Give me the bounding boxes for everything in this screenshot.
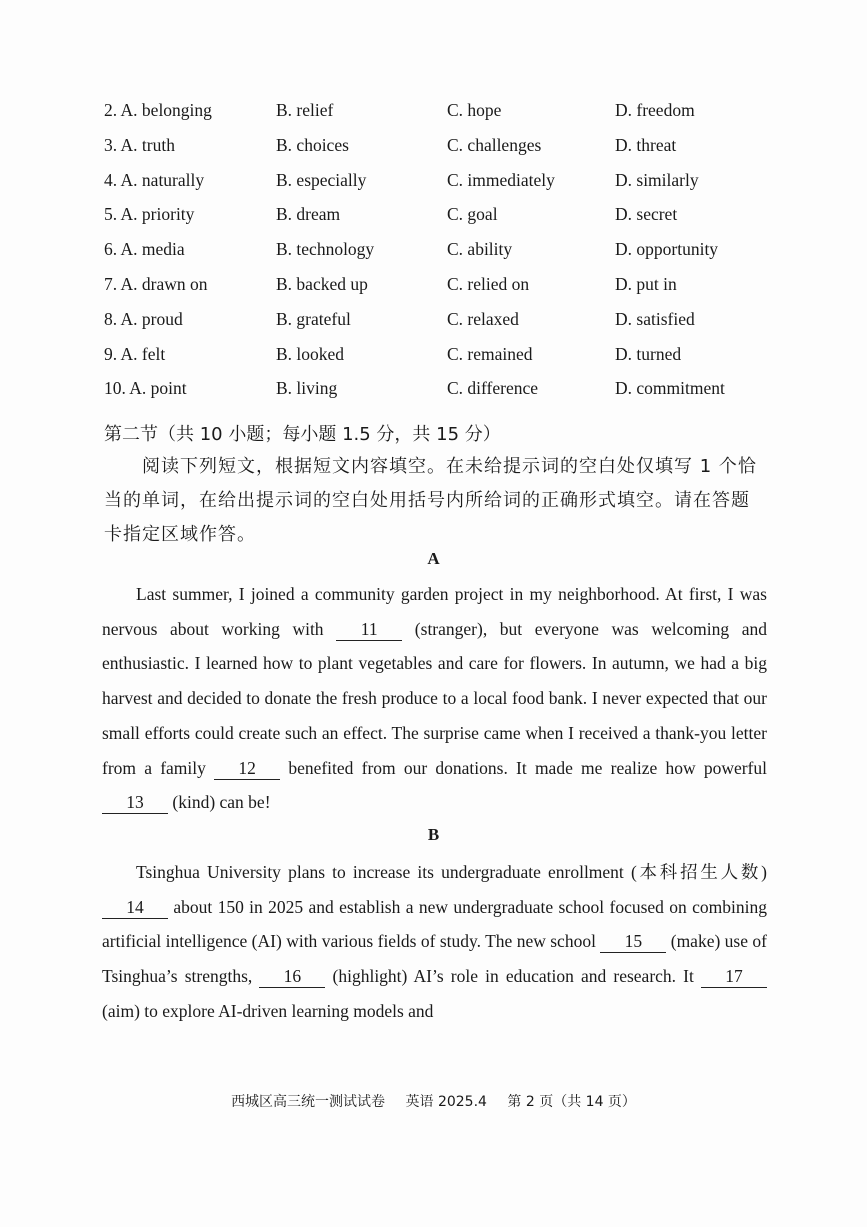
option-b: B. grateful <box>276 308 351 329</box>
option-b: B. relief <box>276 100 334 120</box>
option-c: C. relied on <box>447 273 530 294</box>
option-d: D. commitment <box>615 378 725 399</box>
option-row-4 <box>104 170 784 205</box>
option-c: C. difference <box>447 378 539 399</box>
passage-text: about 150 in 2025 and establish a new undergraduate school focused on combining artificial intelligence (AI) with various fields of study. The new school <box>102 896 767 952</box>
blank-12[interactable]: 12 <box>214 757 280 780</box>
option-c: C. relaxed <box>447 308 519 329</box>
option-d: D. opportunity <box>615 239 719 260</box>
blank-17[interactable]: 17 <box>701 965 767 988</box>
passage-text: (aim) to explore AI-driven learning models and <box>102 1000 434 1021</box>
option-c: C. goal <box>447 204 498 225</box>
option-row-6 <box>104 239 784 274</box>
options-table <box>104 100 784 413</box>
option-a: 2. A. belonging <box>104 100 212 120</box>
option-a: 7. A. drawn on <box>104 273 208 294</box>
option-d: D. similarly <box>615 169 699 190</box>
option-row-10 <box>104 378 784 413</box>
option-c: C. ability <box>447 239 513 260</box>
option-b: B. dream <box>276 204 341 225</box>
option-a: 10. A. point <box>104 378 187 399</box>
option-d: D. turned <box>615 343 682 364</box>
passage-a-title: A <box>427 549 440 568</box>
passage-b-title: B <box>427 825 440 844</box>
passage-text: (kind) can be! <box>168 792 271 813</box>
passage-text: (highlight) AI’s role in education and research. It <box>325 966 701 987</box>
option-d: D. secret <box>615 204 678 225</box>
option-c: C. immediately <box>447 169 555 190</box>
passage-text: (stranger), but everyone was welcoming and enthusiastic. I learned how to plant vegetables and care for flowers. In autumn, we had a big harvest and decided to donate the fresh produce to a local food bank. I never expected that our small efforts could create such an effect. The surprise came when I received a thank-you letter from a family <box>102 618 767 778</box>
footer-page-number: 第 2 页（共 14 页） <box>507 1094 636 1110</box>
option-row-8 <box>104 309 784 344</box>
option-row-5 <box>104 204 784 239</box>
option-a: 4. A. naturally <box>104 169 205 190</box>
option-b: B. living <box>276 378 338 399</box>
option-c: C. hope <box>447 100 502 120</box>
option-row-9 <box>104 344 784 379</box>
blank-11[interactable]: 11 <box>336 618 402 641</box>
footer-subject: 英语 2025.4 <box>405 1094 487 1110</box>
page-footer <box>0 1091 867 1111</box>
option-c: C. challenges <box>447 134 542 155</box>
passage-b <box>102 855 767 1029</box>
option-d: D. satisfied <box>615 308 695 329</box>
option-d: D. freedom <box>615 100 695 120</box>
blank-13[interactable]: 13 <box>102 791 168 814</box>
blank-16[interactable]: 16 <box>259 965 325 988</box>
passage-text: benefited from our donations. It made me realize how powerful <box>280 757 767 778</box>
option-b: B. technology <box>276 239 375 260</box>
footer-exam-title: 西城区高三统一测试试卷 <box>231 1094 386 1110</box>
passage-text: Last summer, I joined a community garden project in my neighborhood. At first, I was nervous about working with <box>102 584 767 639</box>
blank-15[interactable]: 15 <box>600 930 666 953</box>
option-d: D. put in <box>615 273 677 294</box>
passage-text: (make) use of Tsinghua’s strengths, <box>102 931 767 987</box>
option-a: 3. A. truth <box>104 134 175 155</box>
option-a: 5. A. priority <box>104 204 195 225</box>
option-a: 6. A. media <box>104 239 185 260</box>
passage-a <box>102 577 767 820</box>
option-a: 8. A. proud <box>104 308 183 329</box>
section-instructions: 阅读下列短文，根据短文内容填空。在未给提示词的空白处仅填写 1 个恰当的单词，在给出提示词的空白处用括号内所给词的正确形式填空。请在答题卡指定区域作答。 <box>104 456 757 545</box>
section-heading: 第二节（共 10 小题；每小题 1.5 分，共 15 分） <box>104 424 501 445</box>
blank-14[interactable]: 14 <box>102 896 168 919</box>
option-b: B. looked <box>276 343 345 364</box>
option-b: B. especially <box>276 169 367 190</box>
option-d: D. threat <box>615 134 677 155</box>
option-b: B. backed up <box>276 273 368 294</box>
option-a: 9. A. felt <box>104 343 166 364</box>
option-c: C. remained <box>447 343 533 364</box>
option-row-7 <box>104 274 784 309</box>
option-row-2 <box>104 100 784 135</box>
option-b: B. choices <box>276 134 349 155</box>
passage-text: Tsinghua University plans to increase its undergraduate enrollment (本科招生人数) <box>136 862 767 882</box>
option-row-3 <box>104 135 784 170</box>
